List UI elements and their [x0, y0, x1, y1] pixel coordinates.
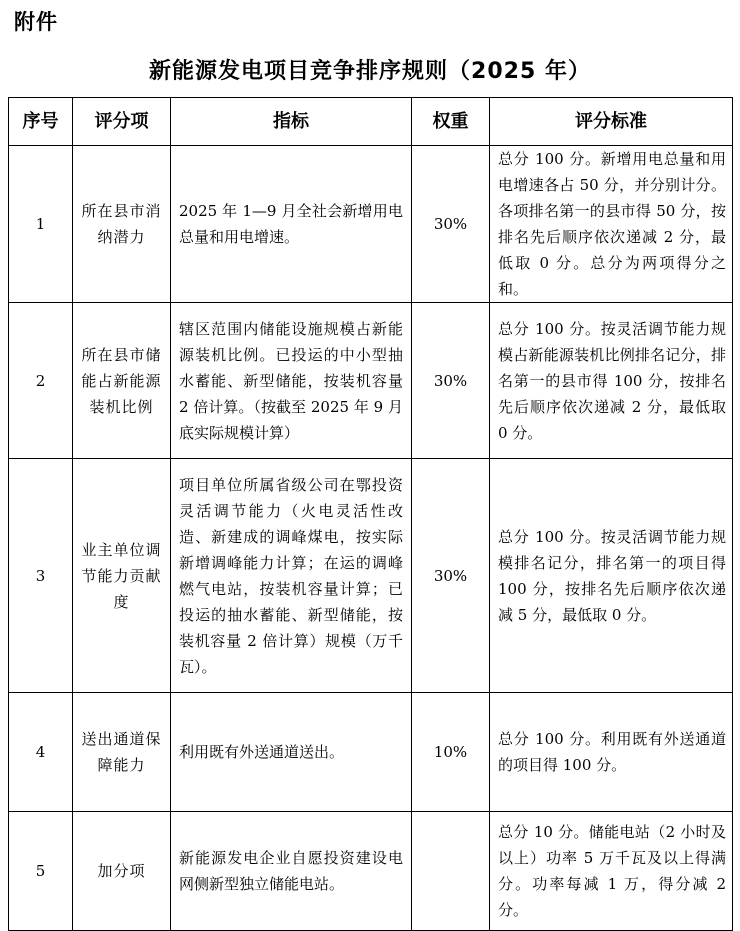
row-standard: 总分 100 分。按灵活调节能力规模排名记分，排名第一的项目得 100 分，按排名先后顺序依次递减 5 分，最低取 0 分。	[490, 459, 733, 693]
attachment-label: 附件	[14, 10, 58, 34]
scoring-rules-table	[8, 97, 733, 931]
document-title: 新能源发电项目竞争排序规则（2025 年）	[149, 59, 591, 84]
table-row	[9, 303, 733, 459]
row-no: 3	[9, 459, 73, 693]
row-standard: 总分 100 分。按灵活调节能力规模占新能源装机比例排名记分，排名第一的县市得 100 分，按排名先后顺序依次递减 2 分，最低取 0 分。	[490, 303, 733, 459]
row-item: 所在县市消纳潜力	[73, 146, 171, 303]
row-no: 2	[9, 303, 73, 459]
table-row	[9, 812, 733, 931]
row-indicator: 新能源发电企业自愿投资建设电网侧新型独立储能电站。	[171, 812, 412, 931]
row-item: 所在县市储能占新能源装机比例	[73, 303, 171, 459]
row-indicator: 2025 年 1—9 月全社会新增用电总量和用电增速。	[171, 146, 412, 303]
row-weight: 30%	[412, 459, 490, 693]
row-weight	[412, 812, 490, 931]
table-row	[9, 459, 733, 693]
row-item: 加分项	[73, 812, 171, 931]
row-weight: 10%	[412, 693, 490, 812]
row-standard: 总分 100 分。新增用电总量和用电增速各占 50 分，并分别计分。各项排名第一的县市得 50 分，按排名先后顺序依次递减 2 分，最低取 0 分。总分为两项得分之和。	[490, 146, 733, 303]
row-indicator: 利用既有外送通道送出。	[171, 693, 412, 812]
row-weight: 30%	[412, 146, 490, 303]
row-no: 4	[9, 693, 73, 812]
row-indicator: 辖区范围内储能设施规模占新能源装机比例。已投运的中小型抽水蓄能、新型储能，按装机容量 2 倍计算。（按截至 2025 年 9 月底实际规模计算）	[171, 303, 412, 459]
header-standard: 评分标准	[490, 98, 733, 146]
row-item: 送出通道保障能力	[73, 693, 171, 812]
row-indicator: 项目单位所属省级公司在鄂投资灵活调节能力（火电灵活性改造、新建成的调峰煤电，按实际新增调峰能力计算；在运的调峰燃气电站，按装机容量计算；已投运的抽水蓄能、新型储能，按装机容量 2 倍计算）规模（万千瓦）。	[171, 459, 412, 693]
row-weight: 30%	[412, 303, 490, 459]
row-no: 5	[9, 812, 73, 931]
header-indicator: 指标	[171, 98, 412, 146]
table-header-row	[9, 98, 733, 146]
row-standard: 总分 10 分。储能电站（2 小时及以上）功率 5 万千瓦及以上得满分。功率每减 1 万，得分减 2 分。	[490, 812, 733, 931]
table-row	[9, 146, 733, 303]
row-item: 业主单位调节能力贡献度	[73, 459, 171, 693]
header-weight: 权重	[412, 98, 490, 146]
row-standard: 总分 100 分。利用既有外送通道的项目得 100 分。	[490, 693, 733, 812]
table-row	[9, 693, 733, 812]
header-item: 评分项	[73, 98, 171, 146]
row-no: 1	[9, 146, 73, 303]
header-no: 序号	[9, 98, 73, 146]
